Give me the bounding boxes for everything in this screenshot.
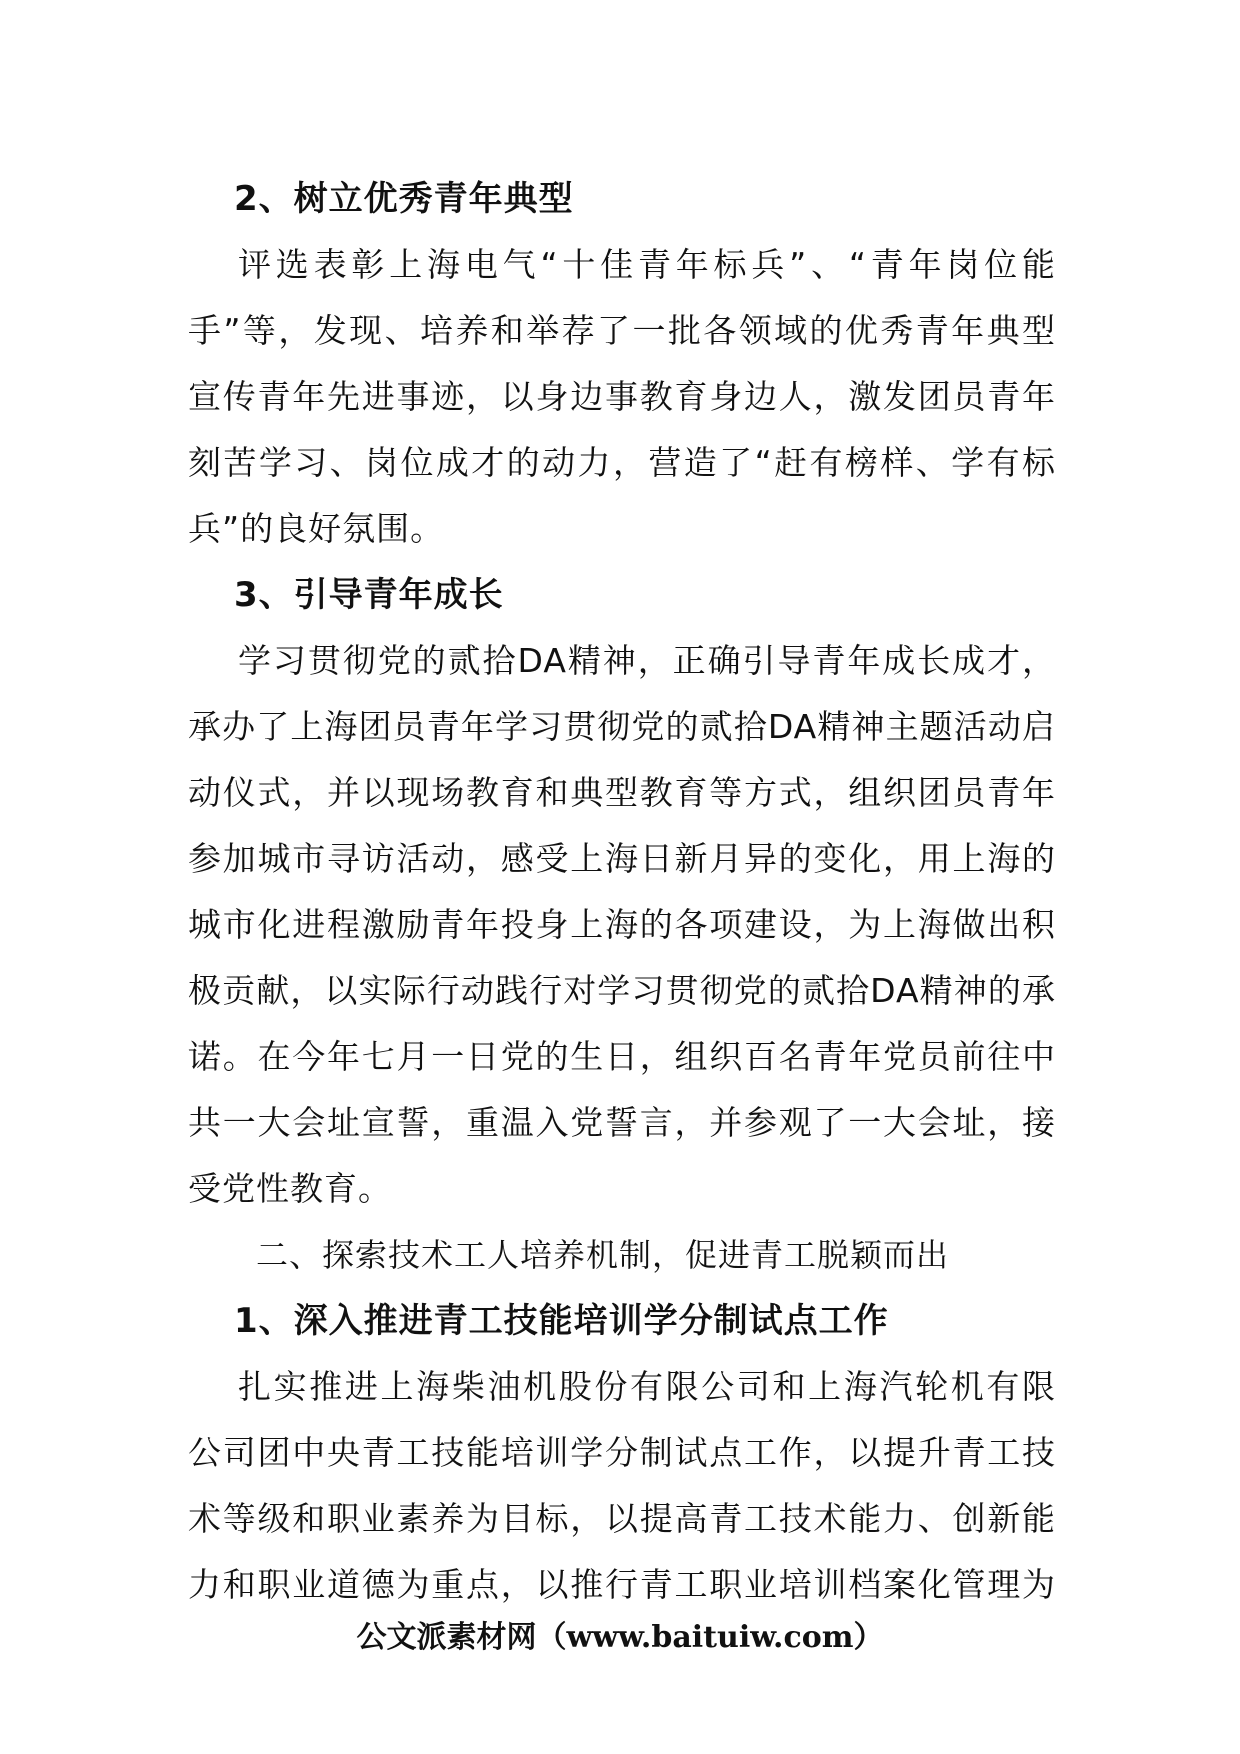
paragraph-line: 城市化进程激励青年投身上海的各项建设，为上海做出积 [188,905,1056,944]
paragraph-line: 力和职业道德为重点，以推行青工职业培训档案化管理为 [188,1565,1056,1604]
paragraph-line: 评选表彰上海电气“十佳青年标兵”、“青年岗位能 [238,245,1056,284]
paragraph-line: 手”等，发现、培养和举荐了一批各领域的优秀青年典型 [188,311,1056,350]
subsection-heading: 1、深入推进青工技能培训学分制试点工作 [234,1301,889,1341]
footer-watermark: 公文派素材网（www.baituiw.com） [356,1620,884,1655]
paragraph [188,628,1056,1222]
paragraph [188,1354,1056,1618]
paragraph-line: 刻苦学习、岗位成才的动力，营造了“赶有榜样、学有标 [188,443,1056,482]
paragraph-line: 学习贯彻党的贰拾DA精神，正确引导青年成长成才， [238,641,1056,680]
paragraph-line: 承办了上海团员青年学习贯彻党的贰拾DA精神主题活动启 [188,707,1056,746]
paragraph-line: 扎实推进上海柴油机股份有限公司和上海汽轮机有限 [238,1367,1056,1406]
subsection-heading: 2、树立优秀青年典型 [234,179,574,219]
document-body [188,166,1056,1618]
paragraph-line: 兵”的良好氛围。 [188,509,445,548]
paragraph-line: 极贡献，以实际行动践行对学习贯彻党的贰拾DA精神的承 [188,971,1056,1010]
paragraph-line: 公司团中央青工技能培训学分制试点工作，以提升青工技 [188,1433,1056,1472]
paragraph-line: 动仪式，并以现场教育和典型教育等方式，组织团员青年 [188,773,1056,812]
paragraph [188,232,1056,562]
paragraph-line: 宣传青年先进事迹，以身边事教育身边人，激发团员青年 [188,377,1056,416]
paragraph-line: 诺。在今年七月一日党的生日，组织百名青年党员前往中 [188,1037,1056,1076]
paragraph-line: 参加城市寻访活动，感受上海日新月异的变化，用上海的 [188,839,1056,878]
paragraph-line: 术等级和职业素养为目标，以提高青工技术能力、创新能 [188,1499,1056,1538]
subsection-heading: 3、引导青年成长 [234,575,504,615]
section-heading: 二、探索技术工人培养机制，促进青工脱颖而出 [256,1236,950,1274]
paragraph-line: 共一大会址宣誓，重温入党誓言，并参观了一大会址，接 [188,1103,1056,1142]
paragraph-line: 受党性教育。 [188,1169,392,1208]
